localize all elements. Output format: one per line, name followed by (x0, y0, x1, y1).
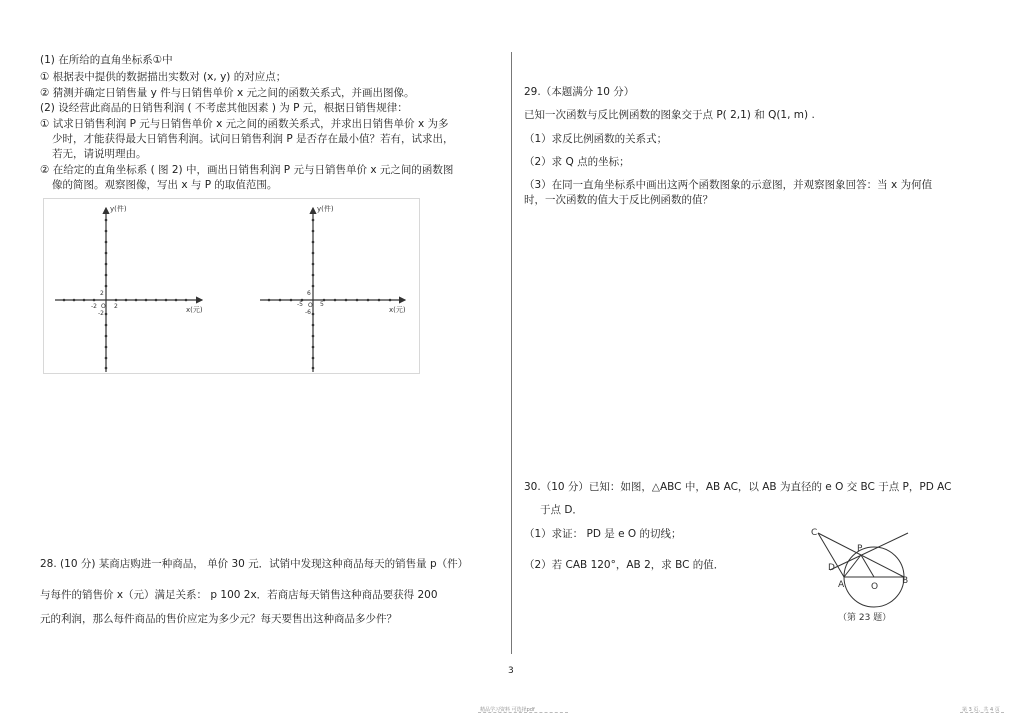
text-line: (2) 设经营此商品的日销售利润 ( 不考虑其他因素 ) 为 P 元，根据日销售规律： (40, 102, 408, 114)
tick-label: 6 (307, 290, 311, 297)
question-28-line: 元的利润，那么每件商品的售价应定为多少元？每天要售出这种商品多少件？ (40, 613, 397, 625)
coordinate-graph-2 (255, 200, 415, 375)
column-divider (511, 52, 512, 654)
text-line: 若无，请说明理由。 (52, 148, 147, 160)
x-axis-label: x(元) (186, 306, 203, 314)
x-axis-label: x(元) (389, 306, 406, 314)
tick-label: 2 (100, 290, 104, 297)
question-30-line: （2）若 CAB 120°，AB 2，求 BC 的值． (524, 559, 725, 571)
tick-label: -6 (305, 309, 311, 316)
text-line: ① 试求日销售利润 P 元与日销售单价 x 元之间的函数关系式，并求出日销售单价 x 为多 (40, 118, 449, 130)
footer-left: 精品学习资料 可选择pdf (480, 707, 535, 713)
point-label: D (828, 563, 835, 573)
tick-label: 5 (320, 301, 324, 308)
segment-pd-extended (830, 533, 908, 570)
text-line: 少时，才能获得最大日销售利润。试问日销售利润 P 是否存在最小值？若有，试求出， (52, 133, 454, 145)
tick-label: O (101, 303, 106, 310)
tick-label: -5 (297, 301, 303, 308)
point-label: C (811, 528, 818, 538)
text-line: (1) 在所给的直角坐标系①中 (40, 54, 173, 66)
question-28-line: 28. (10 分) 某商店购进一种商品， 单价 30 元．试销中发现这种商品每天的销售量 p（件） (40, 558, 469, 570)
question-30-line: （1）求证： PD 是 e O 的切线； (524, 528, 682, 540)
point-label: A (838, 580, 845, 590)
question-29-line: （1）求反比例函数的关系式； (524, 133, 668, 145)
tick-label: O (308, 302, 313, 309)
tick-label: 2 (114, 303, 118, 310)
point-label: P (857, 544, 863, 554)
coordinate-graph-1 (50, 200, 215, 375)
tick-label: -2 (98, 310, 104, 317)
text-line: ② 猜测并确定日销售量 y 件与日销售单价 x 元之间的函数关系式，并画出图像。 (40, 87, 415, 99)
question-30-line: 30.（10 分）已知：如图，△ABC 中，AB AC，以 AB 为直径的 e O 交 BC 于点 P，PD AC (524, 481, 952, 493)
footer-right: 第 3 页，共 4 页 (962, 707, 1000, 713)
question-29-line: 时，一次函数的值大于反比例函数的值？ (524, 194, 713, 206)
question-29-line: （2）求 Q 点的坐标； (524, 156, 630, 168)
page-number: 3 (508, 666, 514, 676)
y-axis-label: y(件) (317, 205, 334, 213)
text-line: 像的简图。观察图像，写出 x 与 P 的取值范围。 (52, 179, 278, 191)
y-axis-label: y(件) (110, 205, 127, 213)
point-label: O (871, 582, 879, 592)
figure-caption: （第 23 题） (838, 613, 892, 623)
question-30-line: 于点 D． (540, 504, 583, 516)
question-29-line: （3）在同一直角坐标系中画出这两个函数图象的示意图，并观察图象回答：当 x 为何值 (524, 179, 933, 191)
text-line: ① 根据表中提供的数据描出实数对 (x, y) 的对应点； (40, 71, 287, 83)
geometry-figure (810, 525, 920, 625)
question-29-line: 29.（本题满分 10 分） (524, 86, 635, 98)
question-28-line: 与每件的销售价 x（元）满足关系： p 100 2x．若商店每天销售这种商品要获得 200 (40, 589, 438, 601)
tick-label: -2 (91, 303, 97, 310)
point-label: B (902, 576, 909, 586)
question-29-line: 已知一次函数与反比例函数的图象交于点 P( 2,1) 和 Q(1, m) . (524, 109, 815, 121)
text-line: ② 在给定的直角坐标系 ( 图 2) 中，画出日销售利润 P 元与日销售单价 x 元之间的函数图 (40, 164, 454, 176)
